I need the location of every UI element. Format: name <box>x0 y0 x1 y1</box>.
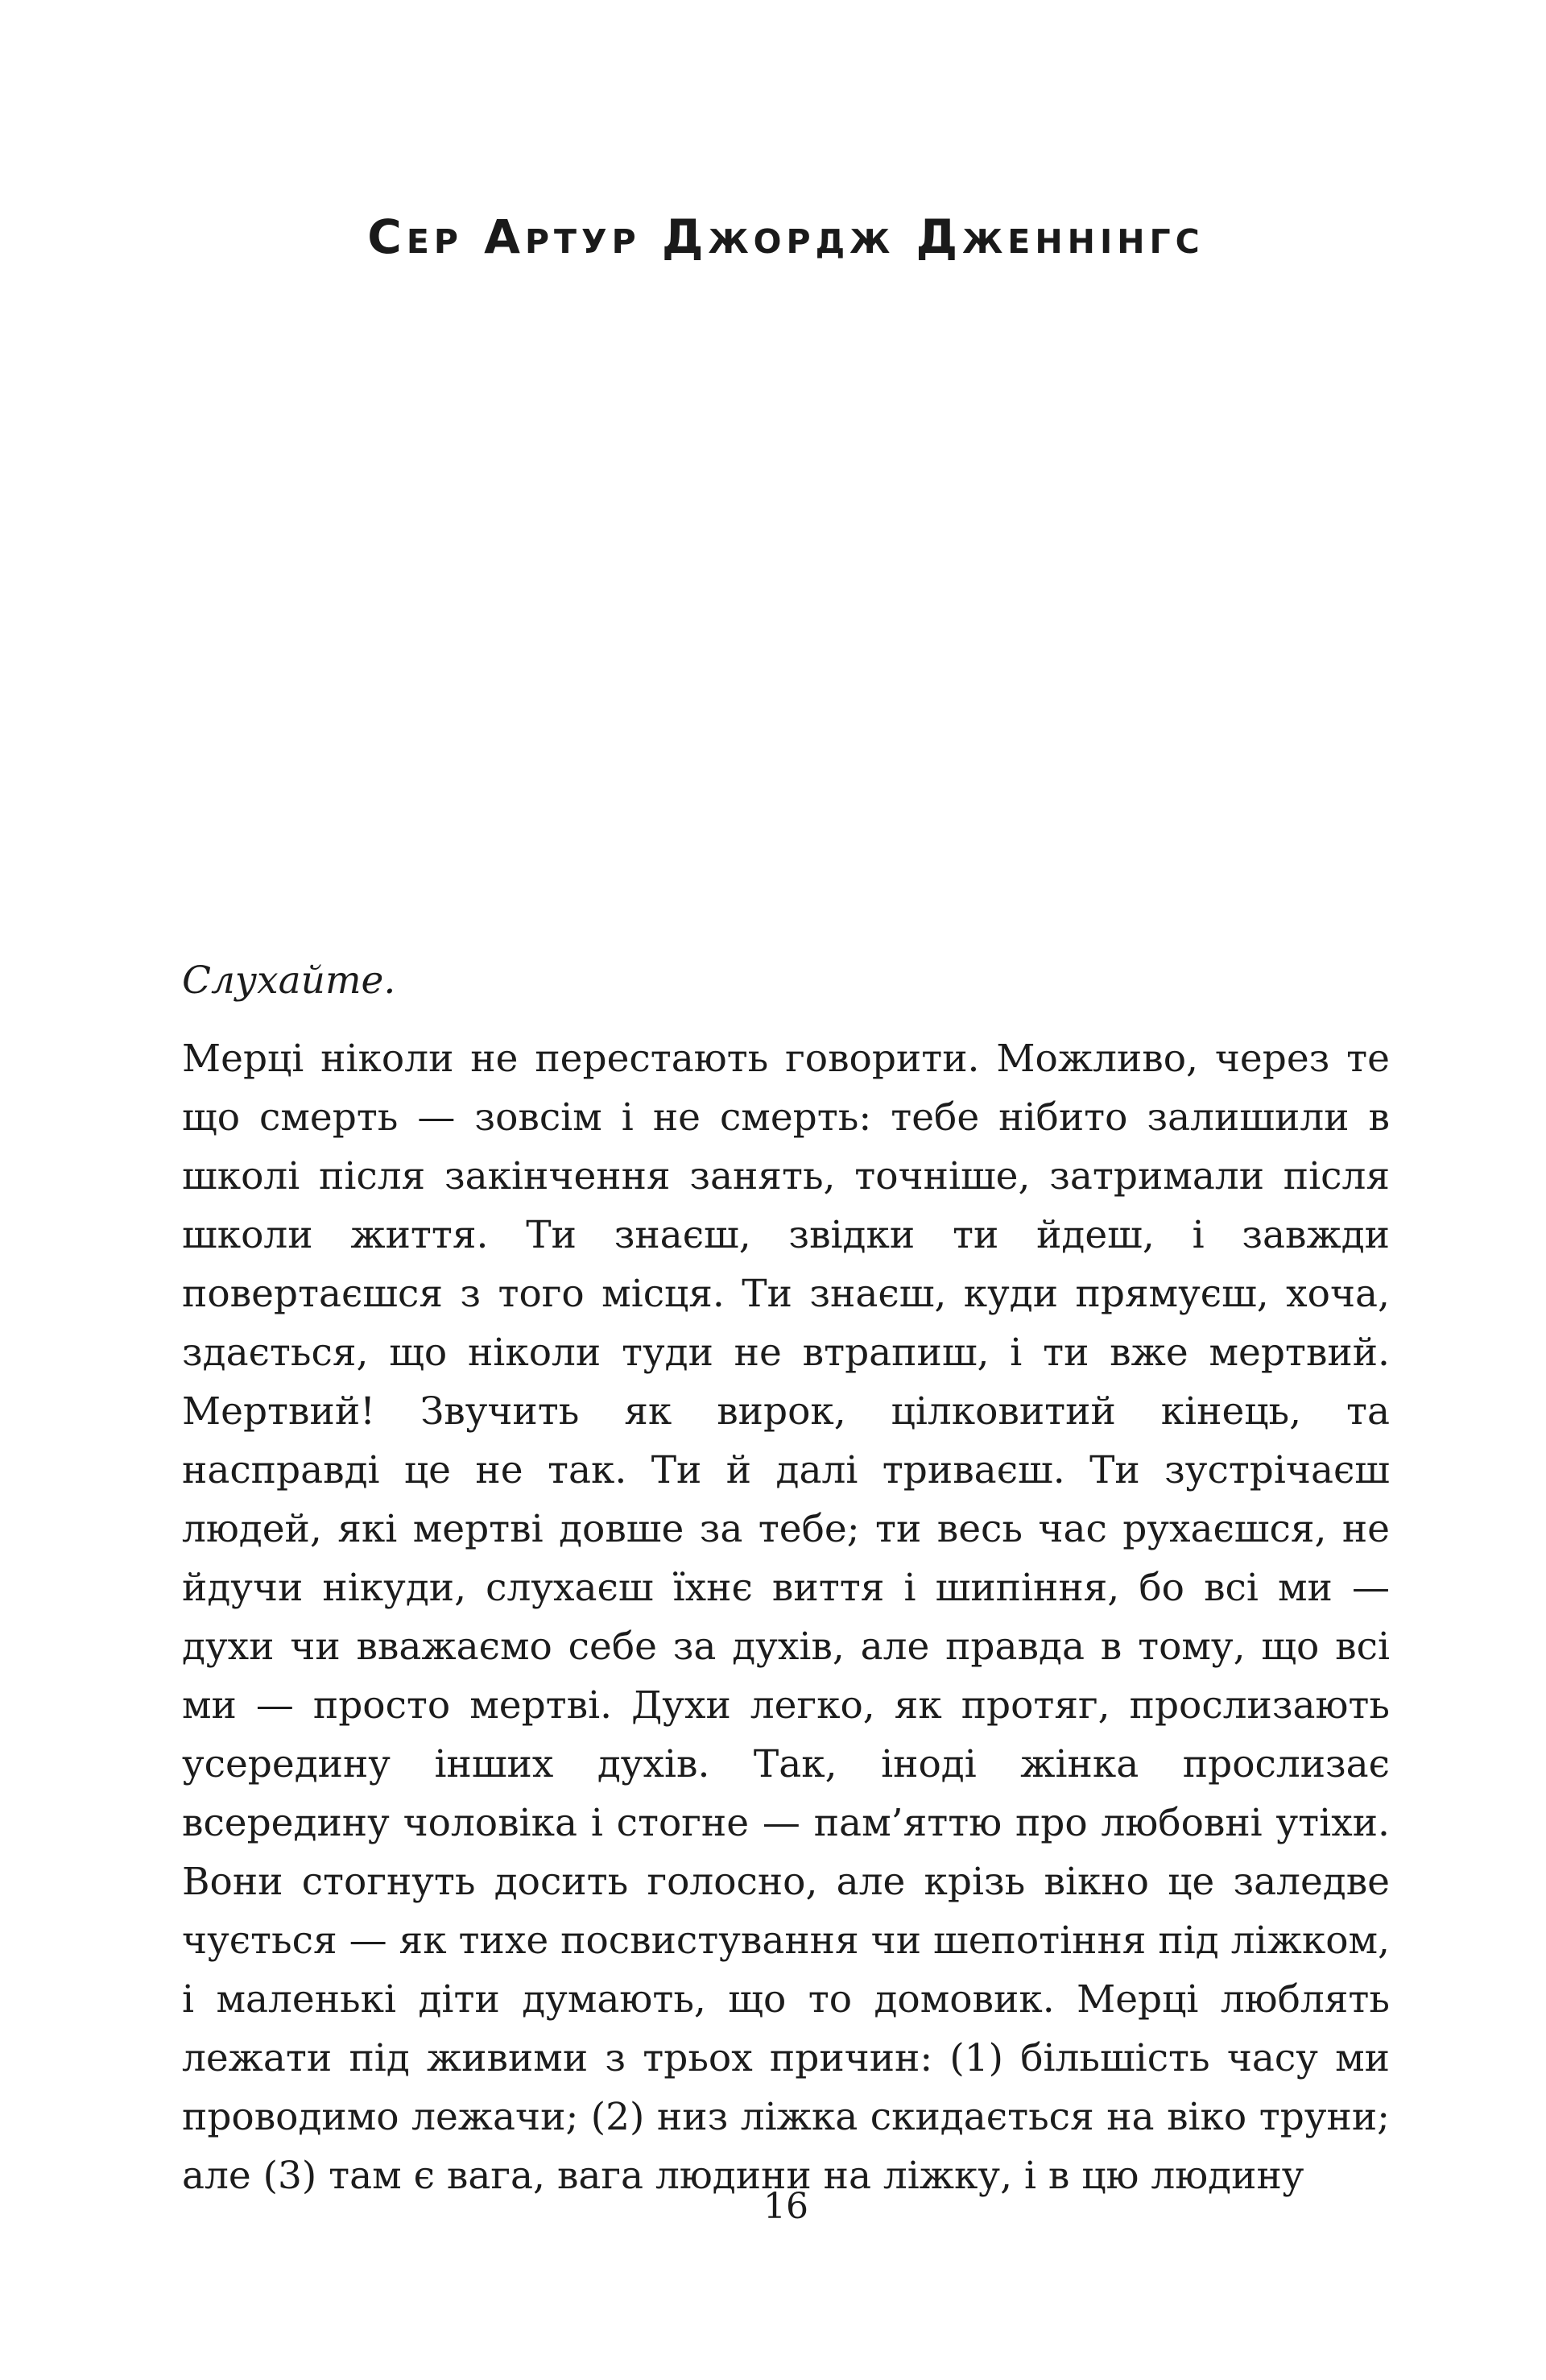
chapter-title: Сер Артур Джордж Дженнінгс <box>367 209 1205 264</box>
body-paragraph: Мерці ніколи не перестають говорити. Можливо, через те що смерть — зовсім і не смерть: тебе нібито залишили в школі після закінчення занять, точніше, затримали після школи життя. Ти знаєш, звідки ти йдеш, і завжди повертаєшся з того місця. Ти знаєш, куди прямуєш, хоча, здається, що ніколи туди не втрапиш, і ти вже мертвий. Мертвий! Звучить як вирок, цілковитий кінець, та насправді це не так. Ти й далі триваєш. Ти зустрічаєш людей, які мертві довше за тебе; ти весь час рухаєшся, не йдучи нікуди, слухаєш їхнє виття і шипіння, бо всі ми — духи чи вважаємо себе за духів, але правда в тому, що всі ми — просто мертві. Духи легко, як протяг, прослизають усередину інших духів. Так, іноді жінка прослизає всередину чоловіка і стогне — пам’яттю про любовні утіхи. Вони стогнуть досить голосно, але крізь вікно це заледве чується — як тихе посвистування чи шепотіння під ліжком, і маленькі діти думають, що то домовик. Мерці люблять лежати під живими з трьох причин: (1) більшість часу ми проводимо лежачи; (2) низ ліжка скидається на віко труни; але (3) там є вага, вага людини на ліжку, і в цю людину <box>182 1037 1390 2198</box>
page-number: 16 <box>763 2186 808 2227</box>
intro-line: Слухайте. <box>182 958 396 1003</box>
